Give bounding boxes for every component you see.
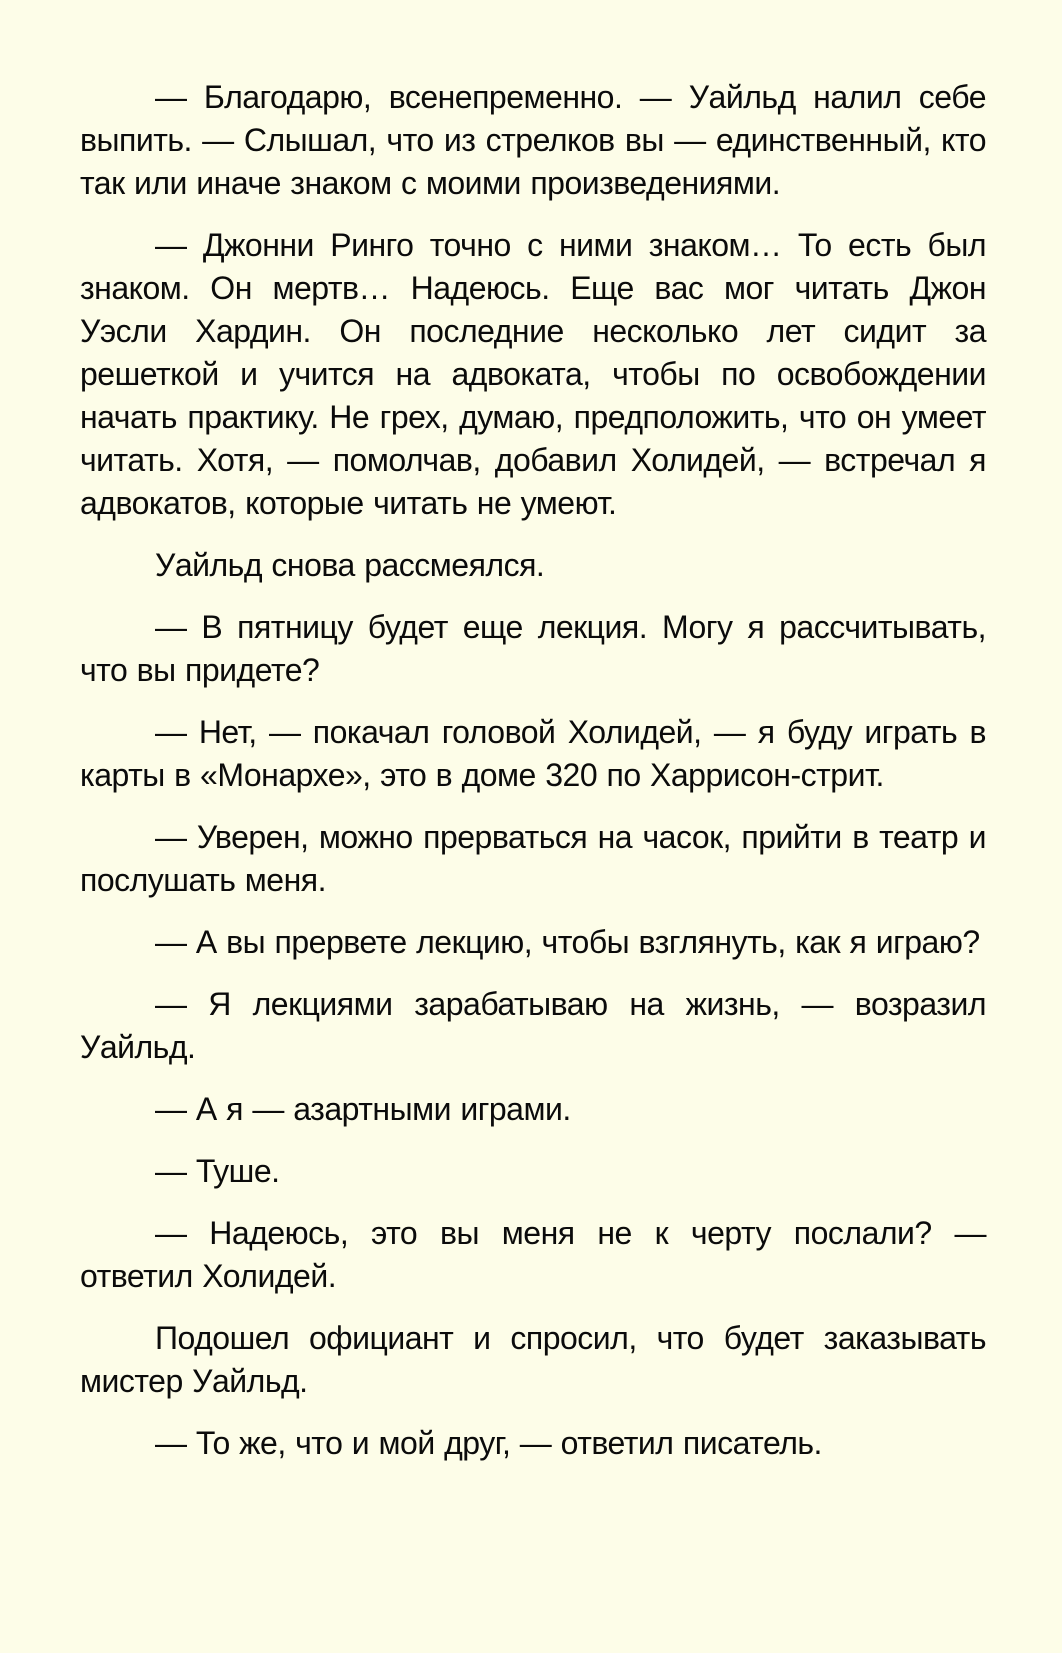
paragraph: — Уверен, можно прерваться на часок, прийти в театр и послушать меня. [80,819,986,898]
paragraph: Уайльд снова рассмеялся. [155,547,545,583]
paragraph: — Туше. [155,1153,280,1189]
paragraph: Подошел официант и спросил, что будет заказывать мистер Уайльд. [80,1320,986,1399]
paragraph: — А я — азартными играми. [155,1091,571,1127]
paragraph: — Благодарю, всенепременно. — Уайльд налил себе выпить. — Слышал, что из стрелков вы — единственный, кто так или иначе знаком с моими произведениями. [80,79,986,201]
paragraph: — Я лекциями зарабатываю на жизнь, — возразил Уайльд. [80,986,986,1065]
paragraph: — Нет, — покачал головой Холидей, — я буду играть в карты в «Монархе», это в доме 320 по Харрисон-стрит. [80,714,986,793]
paragraph: — Надеюсь, это вы меня не к черту послали? — ответил Холидей. [80,1215,986,1294]
text-column [80,76,986,1465]
paragraph: — В пятницу будет еще лекция. Могу я рассчитывать, что вы придете? [80,609,986,688]
paragraph: — То же, что и мой друг, — ответил писатель. [155,1425,822,1461]
paragraph: — А вы прервете лекцию, чтобы взглянуть, как я играю? [155,924,980,960]
paragraph: — Джонни Ринго точно с ними знаком… То есть был знаком. Он мертв… Надеюсь. Еще вас мог читать Джон Уэсли Хардин. Он последние несколько лет сидит за решеткой и учится на адвоката, чтобы по освобождении начать практику. Не грех, думаю, предположить, что он умеет читать. Хотя, — помолчав, добавил Холидей, — встречал я адвокатов, которые читать не умеют. [80,227,986,521]
